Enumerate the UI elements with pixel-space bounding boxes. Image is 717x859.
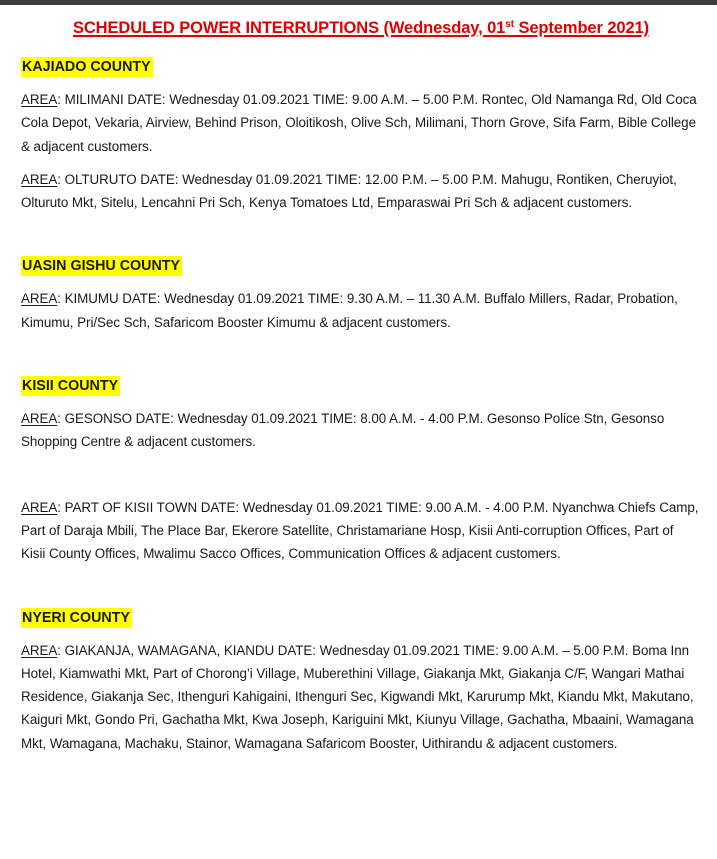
county-section-kisii [21,376,701,565]
area-details: : MILIMANI DATE: Wednesday 01.09.2021 TIME: 9.00 A.M. – 5.00 P.M. Rontec, Old Namanga Rd, Old Coca Cola Depot, Vekaria, Airview, Behind Prison, Oloitikosh, Olive Sch, Milimani, Thorn Grove, Sifa Farm, Bible College & adjacent customers. [21,92,697,154]
area-entry-gesonso [21,407,701,454]
area-label: AREA [21,92,58,107]
area-details: : GESONSO DATE: Wednesday 01.09.2021 TIME: 8.00 A.M. - 4.00 P.M. Gesonso Police Stn, Gesonso Shopping Centre & adjacent customers. [21,411,665,450]
title-text-before: SCHEDULED POWER INTERRUPTIONS (Wednesday, 01 [72,19,506,37]
area-entry-kisii-town [21,496,701,566]
county-section-uasin-gishu [21,256,701,334]
document-page [21,17,701,755]
area-label: AREA [21,642,58,658]
area-details: : OLTURUTO DATE: Wednesday 01.09.2021 TIME: 12.00 P.M. – 5.00 P.M. Mahugu, Rontiken, Cheruyiot, Olturuto Mkt, Sitelu, Lencahni Pri Sch, Kenya Tomatoes Ltd, Emparaswai Pri Sch & adjacent customers. [21,171,677,211]
county-heading-uasin-gishu: UASIN GISHU COUNTY [22,258,181,275]
county-heading-nyeri: NYERI COUNTY [22,609,131,626]
area-details: : PART OF KISII TOWN DATE: Wednesday 01.09.2021 TIME: 9.00 A.M. - 4.00 P.M. Nyanchwa Chiefs Camp, Part of Daraja Mbili, The Place Bar, Ekerore Satellite, Christamariane Hosp, Kisii Anti-corruption Offices, Part of Kisii County Offices, Mwalimu Sacco Offices, Communication Offices & adjacent customers. [21,499,699,562]
area-label: AREA [21,411,58,427]
area-entry-giakanja [21,639,701,755]
title-superscript: st [505,19,514,30]
area-entry-olturuto [21,168,701,215]
area-details: : GIAKANJA, WAMAGANA, KIANDU DATE: Wednesday 01.09.2021 TIME: 9.00 A.M. – 5.00 P.M. Boma Inn Hotel, Kiamwathi Mkt, Part of Chorong’i Village, Muberethini Village, Giakanja Mkt, Giakanja C/F, Wangari Mathai Residence, Giakanja Sec, Ithenguri Kahigaini, Ithenguri Sec, Kigwandi Mkt, Karurump Mkt, Kiandu Mkt, Makutano, Kaiguri Mkt, Gondo Pri, Gachatha Mkt, Kwa Joseph, Kariguini Mkt, Kiunyu Village, Gachatha, Mbaaini, Wamagana Mkt, Wamagana, Machaku, Stainor, Wamagana Safaricom Booster, Uithirandu & adjacent customers. [21,642,694,751]
area-label: AREA [21,171,58,187]
title-text-after: September 2021) [513,19,650,37]
top-border-bar [0,0,717,5]
area-details: : KIMUMU DATE: Wednesday 01.09.2021 TIME: 9.30 A.M. – 11.30 A.M. Buffalo Millers, Radar, Probation, Kimumu, Pri/Sec Sch, Safaricom Booster Kimumu & adjacent customers. [21,291,678,330]
area-entry-milimani [21,88,701,158]
county-heading-kisii: KISII COUNTY [22,378,119,395]
area-label: AREA [21,499,58,515]
area-label: AREA [21,291,58,307]
area-entry-kimumu [21,287,701,334]
document-title [21,17,701,39]
county-section-nyeri [21,608,701,755]
county-section-kajiado [21,57,701,214]
county-heading-kajiado: KAJIADO COUNTY [22,59,151,75]
